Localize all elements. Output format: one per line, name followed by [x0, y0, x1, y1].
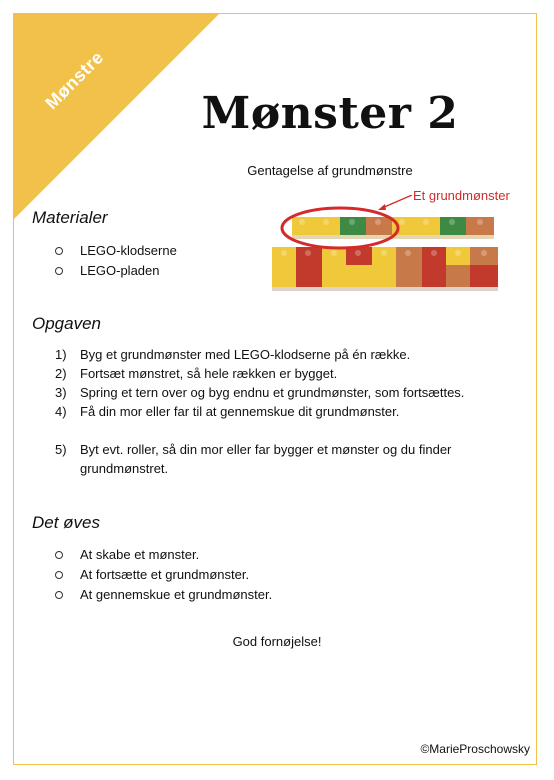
brick-row-middle: [272, 247, 498, 265]
corner-banner: [14, 14, 219, 219]
list-item: At fortsætte et grundmønster.: [55, 565, 272, 585]
brick-row-bottom: [272, 265, 498, 291]
materials-heading: Materialer: [32, 208, 108, 227]
tasks-heading: Opgaven: [32, 314, 101, 333]
list-item: 4) Få din mor eller far til at gennemskue dit grundmønster.: [55, 404, 400, 419]
list-item: 3) Spring et tern over og byg endnu et grundmønster, som fortsættes.: [55, 385, 465, 400]
lego-bricks-illustration: [272, 195, 512, 315]
practice-heading: Det øves: [32, 513, 101, 532]
materials-list: [55, 241, 177, 281]
list-item: At gennemskue et grundmønster.: [55, 585, 272, 605]
page-subtitle: Gentagelse af grundmønstre: [247, 163, 413, 178]
copyright: ©MarieProschowsky: [420, 742, 530, 756]
closing-text: God fornøjelse!: [232, 634, 322, 649]
list-item: LEGO-klodserne: [55, 241, 177, 261]
list-item: At skabe et mønster.: [55, 545, 272, 565]
tasks-list: [55, 345, 495, 478]
list-item: LEGO-pladen: [55, 261, 177, 281]
practice-list: [55, 545, 272, 605]
list-item: 2) Fortsæt mønstret, så hele rækken er bygget.: [55, 366, 338, 381]
page-title: Mønster 2: [201, 88, 459, 139]
annotation-label: Et grundmønster: [413, 188, 510, 203]
list-item: 5) Byt evt. roller, så din mor eller far bygger et mønster og du finder grundmønstret.: [55, 442, 452, 476]
corner-label: Mønstre: [41, 47, 108, 114]
list-item: 1) Byg et grundmønster med LEGO-klodserne på én række.: [55, 347, 411, 362]
